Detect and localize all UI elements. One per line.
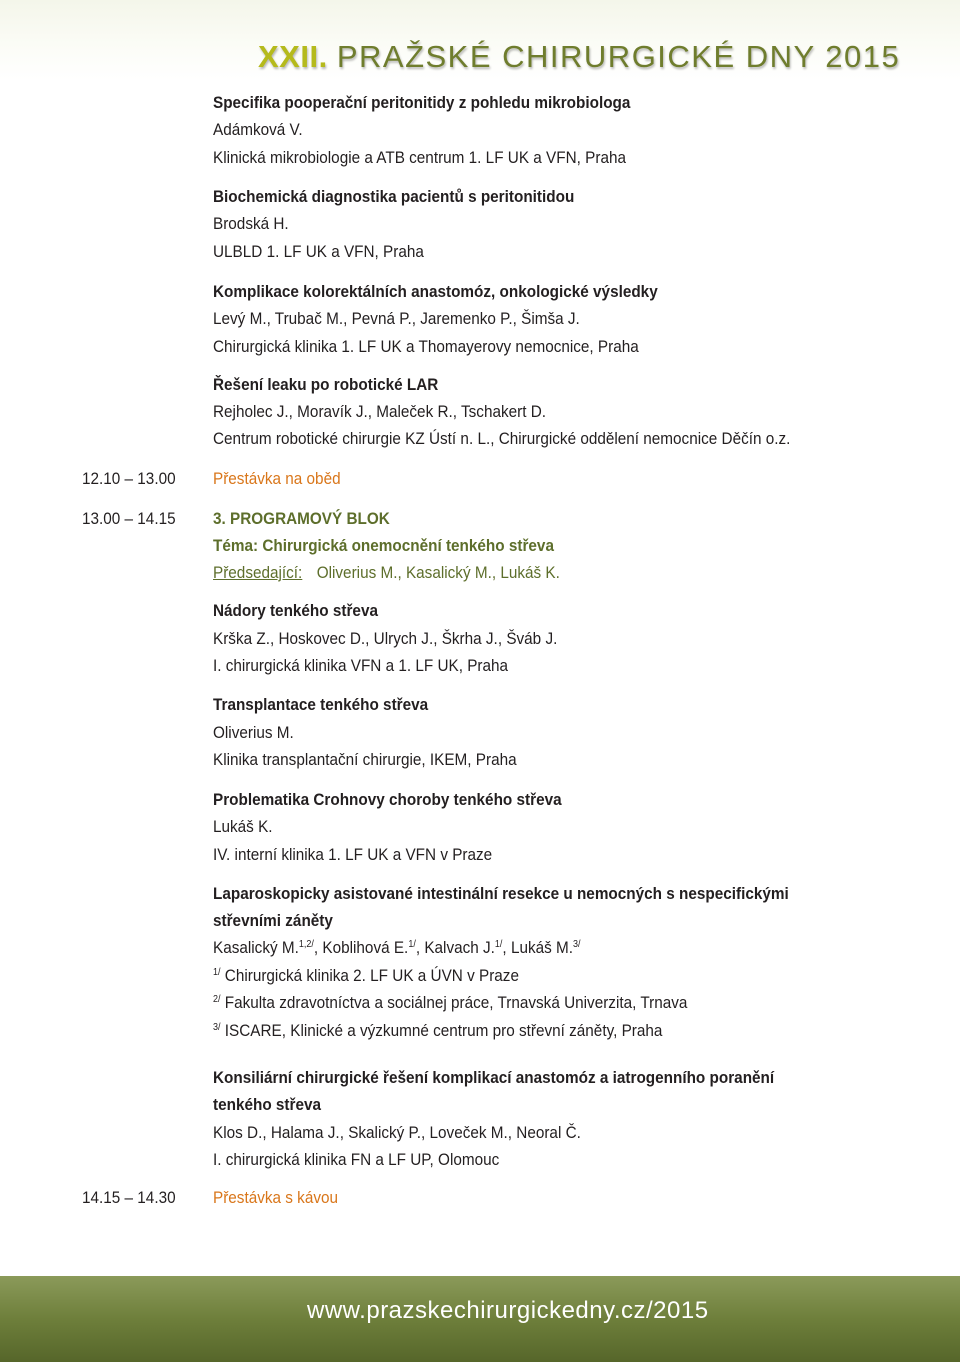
talk-affiliation: Centrum robotické chirurgie KZ Ústí n. L., Chirurgické oddělení nemocnice Děčín o.z. [213, 429, 791, 448]
author-separator: , [415, 938, 425, 957]
talk-title: Laparoskopicky asistované intestinální resekce u nemocných s nespecifickými [213, 884, 789, 903]
author-affil-sup: 1,2/ [298, 939, 314, 950]
chairs-label: Předsedající: [213, 563, 303, 582]
talk-affiliation: IV. interní klinika 1. LF UK a VFN v Praze [213, 845, 493, 864]
coffee-break-label: Přestávka s kávou [213, 1188, 339, 1207]
block-theme: Téma: Chirurgická onemocnění tenkého střeva [213, 536, 554, 555]
talk-title-continued: tenkého střeva [213, 1095, 321, 1114]
talk-title-continued: střevními záněty [213, 911, 333, 930]
author-affil-sup: 1/ [494, 939, 503, 950]
talk-title: Transplantace tenkého střeva [213, 695, 429, 714]
talk-title: Řešení leaku po robotické LAR [213, 375, 439, 394]
talk-affiliation: I. chirurgická klinika VFN a 1. LF UK, Praha [213, 656, 509, 675]
author-separator: , [313, 938, 323, 957]
author-name: Koblihová E. [322, 938, 409, 957]
footer-url[interactable]: www.prazskechirurgickedny.cz/2015 [307, 1297, 709, 1324]
talk-authors [213, 937, 581, 959]
block-title: 3. PROGRAMOVÝ BLOK [213, 509, 390, 528]
talk-authors: Lukáš K. [213, 817, 273, 836]
author-affil-sup: 3/ [573, 939, 581, 950]
author-separator: , [502, 938, 511, 957]
talk-title: Specifika pooperační peritonitidy z pohledu mikrobiologa [213, 93, 631, 112]
talk-authors: Levý M., Trubač M., Pevná P., Jaremenko P., Šimša J. [213, 309, 580, 328]
talk-title: Nádory tenkého střeva [213, 601, 378, 620]
lunch-break-label: Přestávka na oběd [213, 469, 341, 488]
block-time: 13.00 – 14.15 [82, 509, 176, 528]
author-name: Kasalický M. [213, 938, 299, 957]
talk-affiliation: Klinika transplantační chirurgie, IKEM, Praha [213, 750, 517, 769]
coffee-break-time: 14.15 – 14.30 [82, 1188, 176, 1207]
talk-authors: Klos D., Halama J., Skalický P., Loveček M., Neoral Č. [213, 1123, 581, 1142]
talk-title: Komplikace kolorektálních anastomóz, onkologické výsledky [213, 282, 658, 301]
talk-authors: Krška Z., Hoskovec D., Ulrych J., Škrha J., Šváb J. [213, 629, 558, 648]
conference-name: PRAŽSKÉ CHIRURGICKÉ DNY 2015 [336, 39, 901, 74]
affil-text: ISCARE, Klinické a výzkumné centrum pro střevní záněty, Praha [224, 1021, 663, 1040]
chairs-names: Oliverius M., Kasalický M., Lukáš K. [316, 563, 560, 582]
talk-affiliation: Klinická mikrobiologie a ATB centrum 1. LF UK a VFN, Praha [213, 148, 626, 167]
talk-affiliation [213, 1020, 662, 1042]
conference-title [258, 38, 900, 76]
affil-text: Chirurgická klinika 2. LF UK a ÚVN v Praze [224, 966, 519, 985]
author-name: Kalvach J. [424, 938, 495, 957]
talk-authors: Rejholec J., Moravík J., Maleček R., Tschakert D. [213, 402, 547, 421]
talk-affiliation [213, 992, 687, 1014]
talk-authors: Brodská H. [213, 214, 289, 233]
affil-sup: 2/ [213, 994, 221, 1005]
lunch-break-time: 12.10 – 13.00 [82, 469, 176, 488]
author-name: Lukáš M. [510, 938, 574, 957]
talk-affiliation: Chirurgická klinika 1. LF UK a Thomayerovy nemocnice, Praha [213, 337, 639, 356]
affil-text: Fakulta zdravotníctva a sociálnej práce, Trnavská Univerzita, Trnava [224, 993, 688, 1012]
talk-title: Biochemická diagnostika pacientů s peritonitidou [213, 187, 575, 206]
block-chairs [213, 562, 560, 584]
talk-affiliation: I. chirurgická klinika FN a LF UP, Olomouc [213, 1150, 500, 1169]
talk-title: Konsiliární chirurgické řešení komplikací anastomóz a iatrogenního poranění [213, 1068, 775, 1087]
talk-affiliation: ULBLD 1. LF UK a VFN, Praha [213, 242, 424, 261]
talk-authors: Oliverius M. [213, 723, 294, 742]
talk-title: Problematika Crohnovy choroby tenkého střeva [213, 790, 562, 809]
talk-authors: Adámková V. [213, 120, 303, 139]
affil-sup: 3/ [213, 1022, 221, 1033]
affil-sup: 1/ [213, 967, 221, 978]
talk-affiliation [213, 965, 519, 987]
author-affil-sup: 1/ [408, 939, 416, 950]
conference-edition: XXII. [258, 39, 328, 74]
